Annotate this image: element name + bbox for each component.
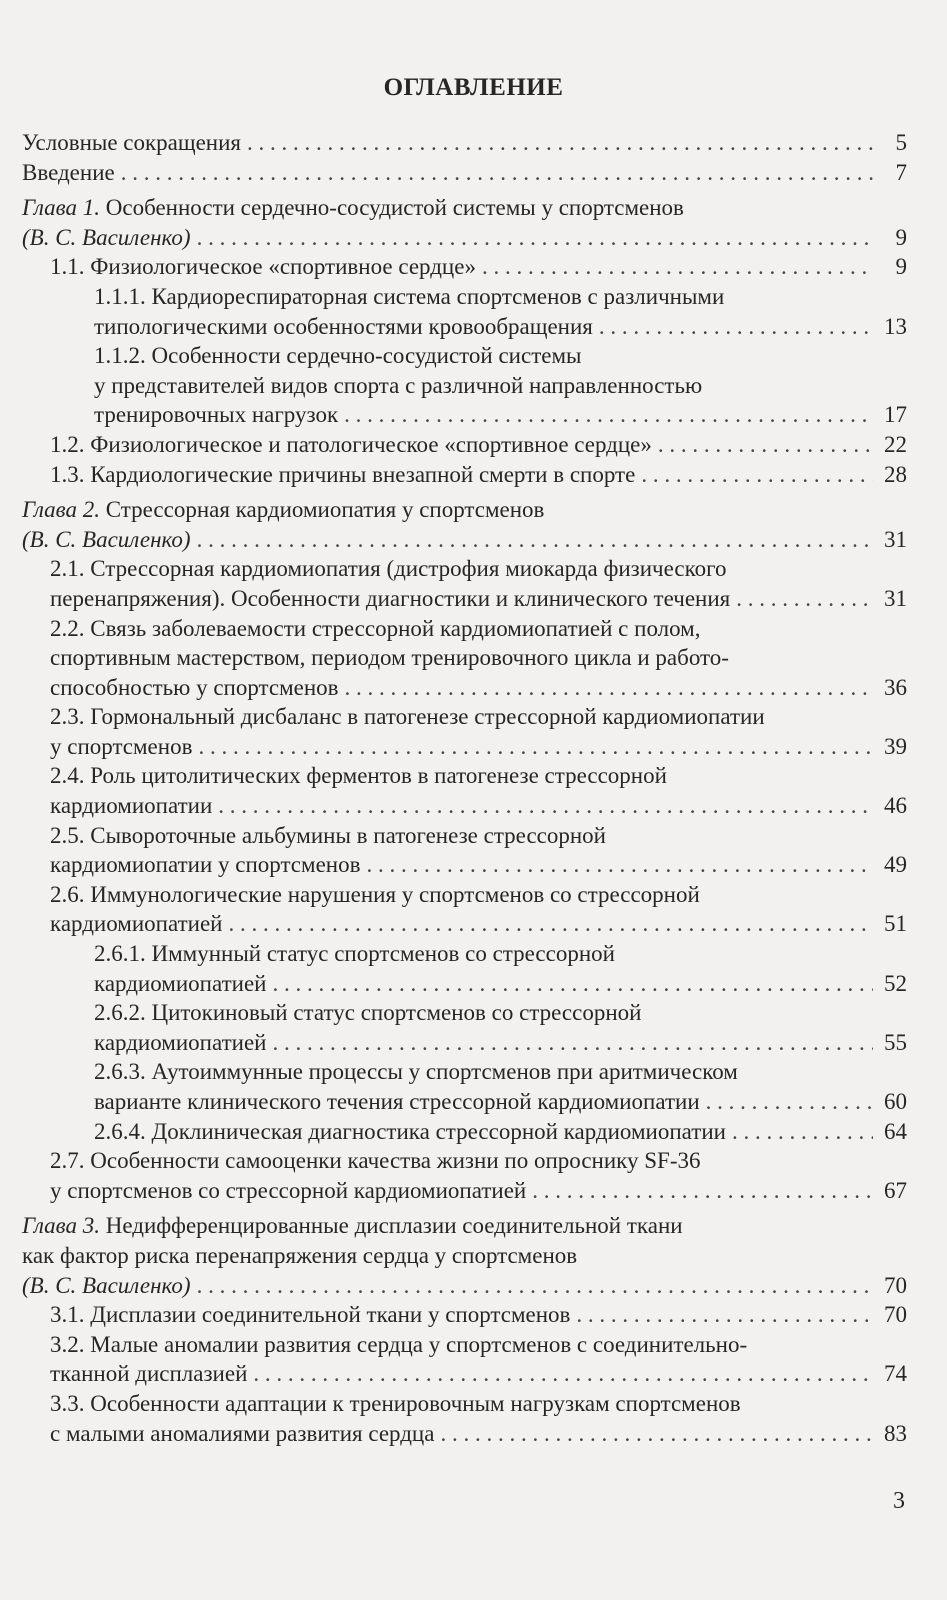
toc-entry-last-line: [94, 1117, 907, 1147]
toc-page-number: 7: [895, 159, 907, 185]
toc-entry-text: 2.6. Иммунологические нарушения у спортсменов со стрессорной: [50, 881, 700, 907]
leader-dots: [228, 909, 873, 939]
toc-page-number: 55: [884, 1029, 907, 1055]
toc-entry-text: тренировочных нагрузок: [94, 402, 339, 428]
toc-entry-line: [94, 341, 907, 371]
toc-entry-last-line: [22, 223, 907, 253]
toc-entry-last-line: [50, 673, 907, 703]
toc-entry-text: у спортсменов: [50, 733, 193, 759]
toc-entry-text: 2.1. Стрессорная кардиомиопатия (дистрофия миокарда физического: [50, 556, 727, 582]
toc-entry-text: 3.2. Малые аномалии развития сердца у спортсменов с соединительно-: [50, 1331, 748, 1357]
toc-entry-text: Недифференцированные дисплазии соединительной ткани: [100, 1213, 683, 1239]
toc-entry-text: способностью у спортсменов: [50, 674, 339, 700]
toc-entry: [22, 158, 907, 188]
toc-page-number: 17: [884, 402, 907, 428]
toc-page-number: 5: [895, 130, 907, 155]
toc-entry-last-line: [50, 732, 907, 762]
toc-entry: [22, 1117, 907, 1147]
toc-entry-line: [94, 371, 907, 401]
toc-entry-text: кардиомиопатией: [94, 1029, 267, 1055]
toc-entry-last-line: [22, 128, 907, 158]
toc-entry-line: [50, 1146, 907, 1176]
toc-entry-text: кардиомиопатии: [50, 793, 213, 819]
toc-entry-text: 2.4. Роль цитолитических ферментов в патогенезе стрессорной: [50, 763, 667, 789]
toc-entry: [22, 1211, 907, 1300]
toc-entry-text: Стрессорная кардиомиопатия у спортсменов: [100, 497, 545, 523]
toc-entry-text: перенапряжения). Особенности диагностики и клинического течения: [50, 585, 731, 611]
toc-entry: [22, 341, 907, 430]
toc-entry: [22, 1330, 907, 1389]
toc-entry-text: 3.1. Дисплазии соединительной ткани у спортсменов: [50, 1302, 571, 1328]
toc-entry-last-line: [50, 1359, 907, 1389]
toc-entry-text: с малыми аномалиями развития сердца: [50, 1420, 435, 1446]
leader-dots: [197, 223, 873, 253]
toc-entry-text: типологическими особенностями кровообращения: [94, 313, 593, 339]
toc-page-number: 46: [884, 793, 907, 819]
toc-entry: [22, 1300, 907, 1330]
leader-dots: [272, 969, 873, 999]
leader-dots: [218, 791, 873, 821]
toc-entry-text: (В. С. Василенко): [22, 526, 191, 552]
leader-dots: [247, 128, 873, 158]
toc-entry: [22, 554, 907, 613]
toc-entry-text: Введение: [22, 159, 115, 185]
toc-page-number: 28: [884, 461, 907, 487]
toc-entry-line: [50, 821, 907, 851]
toc-entry-text: 2.6.2. Цитокиновый статус спортсменов со стрессорной: [94, 1000, 642, 1026]
toc-entry-line: [22, 1241, 907, 1271]
leader-dots: [272, 1028, 873, 1058]
table-of-contents: [22, 128, 907, 1448]
toc-entry: [22, 880, 907, 939]
leader-dots: [736, 584, 873, 614]
toc-entry: [22, 252, 907, 282]
toc-entry: [22, 1057, 907, 1116]
toc-entry-last-line: [50, 1176, 907, 1206]
toc-entry-text: 1.1.1. Кардиореспираторная система спортсменов с различными: [94, 283, 725, 309]
toc-page-number: 49: [884, 852, 907, 878]
toc-entry-text: кардиомиопатии у спортсменов: [50, 852, 361, 878]
toc-entry-last-line: [50, 1300, 907, 1330]
toc-page-number: 13: [884, 313, 907, 339]
toc-entry-line: [50, 880, 907, 910]
leader-dots: [197, 525, 873, 555]
leader-dots: [576, 1300, 873, 1330]
chapter-label: Глава 3.: [22, 1213, 100, 1239]
toc-entry: [22, 761, 907, 820]
toc-entry-text: 2.6.3. Аутоиммунные процессы у спортсменов при аритмическом: [94, 1059, 738, 1085]
toc-entry: [22, 1389, 907, 1448]
toc-entry-line: [94, 1057, 907, 1087]
toc-page-number: 51: [884, 911, 907, 937]
toc-entry-last-line: [50, 460, 907, 490]
toc-page-number: 64: [884, 1118, 907, 1144]
toc-entry-last-line: [50, 584, 907, 614]
toc-page-number: 70: [884, 1272, 907, 1298]
toc-entry-text: Условные сокращения: [22, 130, 241, 155]
toc-entry: [22, 460, 907, 490]
toc-entry-last-line: [22, 525, 907, 555]
toc-entry-last-line: [50, 909, 907, 939]
toc-entry-last-line: [50, 791, 907, 821]
toc-entry-line: [50, 554, 907, 584]
toc-entry: [22, 998, 907, 1057]
toc-entry: [22, 614, 907, 703]
toc-page-number: 67: [884, 1177, 907, 1203]
toc-page-number: 9: [895, 224, 907, 250]
toc-entry-text: 2.2. Связь заболеваемости стрессорной кардиомиопатией с полом,: [50, 615, 701, 641]
toc-entry-text: 2.6.4. Доклиническая диагностика стрессорной кардиомиопатии: [94, 1118, 726, 1144]
toc-page-number: 52: [884, 970, 907, 996]
leader-dots: [732, 1117, 873, 1147]
leader-dots: [344, 400, 873, 430]
toc-page-number: 9: [895, 254, 907, 280]
toc-entry-last-line: [50, 430, 907, 460]
toc-entry-text: 2.5. Сывороточные альбумины в патогенезе стрессорной: [50, 822, 606, 848]
toc-entry-text: (В. С. Василенко): [22, 224, 191, 250]
toc-entry-last-line: [94, 1028, 907, 1058]
toc-entry-last-line: [22, 158, 907, 188]
chapter-label: Глава 2.: [22, 497, 100, 523]
toc-entry-line: [94, 939, 907, 969]
toc-page-number: 83: [884, 1420, 907, 1446]
toc-entry-line: [50, 761, 907, 791]
leader-dots: [121, 158, 873, 188]
toc-page-number: 36: [884, 674, 907, 700]
leader-dots: [532, 1176, 873, 1206]
toc-entry-last-line: [94, 400, 907, 430]
toc-entry-last-line: [94, 1087, 907, 1117]
leader-dots: [366, 850, 873, 880]
toc-entry-text: тканной дисплазией: [50, 1361, 248, 1387]
toc-entry-text: 3.3. Особенности адаптации к тренировочным нагрузкам спортсменов: [50, 1390, 741, 1416]
leader-dots: [253, 1359, 873, 1389]
toc-entry-text: 2.3. Гормональный дисбаланс в патогенезе стрессорной кардиомиопатии: [50, 704, 765, 730]
toc-page-number: 39: [884, 733, 907, 759]
toc-entry-line: [22, 495, 907, 525]
leader-dots: [198, 732, 873, 762]
leader-dots: [440, 1419, 873, 1449]
toc-page-number: 22: [884, 431, 907, 457]
toc-entry-text: как фактор риска перенапряжения сердца у спортсменов: [22, 1242, 578, 1268]
toc-entry: [22, 702, 907, 761]
toc-page-number: 31: [884, 585, 907, 611]
toc-entry-last-line: [94, 312, 907, 342]
toc-entry-last-line: [50, 1419, 907, 1449]
toc-entry-text: спортивным мастерством, периодом тренировочного цикла и работо-: [50, 645, 729, 671]
toc-page-number: 70: [884, 1302, 907, 1328]
leader-dots: [641, 460, 873, 490]
toc-entry-line: [50, 643, 907, 673]
toc-entry-line: [94, 998, 907, 1028]
toc-entry-text: у спортсменов со стрессорной кардиомиопатией: [50, 1177, 527, 1203]
toc-page-number: 74: [884, 1361, 907, 1387]
toc-entry-line: [50, 1330, 907, 1360]
toc-entry-line: [94, 282, 907, 312]
toc-entry: [22, 128, 907, 158]
toc-entry: [22, 939, 907, 998]
toc-entry: [22, 821, 907, 880]
leader-dots: [599, 312, 873, 342]
toc-entry-text: кардиомиопатией: [94, 970, 267, 996]
toc-entry-last-line: [50, 850, 907, 880]
leader-dots: [482, 252, 873, 282]
toc-entry-text: 1.2. Физиологическое и патологическое «спортивное сердце»: [50, 431, 652, 457]
leader-dots: [197, 1271, 873, 1301]
page-title: ОГЛАВЛЕНИЕ: [383, 74, 564, 101]
toc-page-number: 31: [884, 526, 907, 552]
toc-entry: [22, 1146, 907, 1205]
toc-entry-line: [22, 193, 907, 223]
leader-dots: [345, 673, 874, 703]
toc-entry-line: [50, 614, 907, 644]
toc-entry-text: кардиомиопатией: [50, 911, 223, 937]
toc-entry-text: у представителей видов спорта с различной направленностью: [94, 372, 703, 398]
toc-entry-text: Особенности сердечно-сосудистой системы у спортсменов: [100, 195, 684, 221]
toc-entry-line: [22, 1211, 907, 1241]
toc-entry-last-line: [22, 1271, 907, 1301]
leader-dots: [658, 430, 873, 460]
toc-entry-last-line: [94, 969, 907, 999]
toc-entry: [22, 193, 907, 252]
toc-entry-text: 2.7. Особенности самооценки качества жизни по опроснику SF-36: [50, 1148, 701, 1174]
toc-entry-line: [50, 702, 907, 732]
toc-entry: [22, 282, 907, 341]
toc-entry-text: 2.6.1. Иммунный статус спортсменов со стрессорной: [94, 941, 615, 967]
toc-entry-text: 1.1. Физиологическое «спортивное сердце»: [50, 254, 476, 280]
chapter-label: Глава 1.: [22, 195, 100, 221]
toc-entry: [22, 495, 907, 554]
page-number: 3: [893, 1488, 905, 1514]
toc-entry-line: [50, 1389, 907, 1419]
toc-entry-last-line: [50, 252, 907, 282]
toc-entry-text: варианте клинического течения стрессорной кардиомиопатии: [94, 1089, 700, 1114]
toc-page-number: 60: [884, 1089, 907, 1114]
toc-entry: [22, 430, 907, 460]
toc-entry-text: 1.1.2. Особенности сердечно-сосудистой системы: [94, 343, 582, 369]
leader-dots: [706, 1087, 873, 1117]
toc-entry-text: 1.3. Кардиологические причины внезапной смерти в спорте: [50, 461, 636, 487]
toc-entry-text: (В. С. Василенко): [22, 1272, 191, 1298]
